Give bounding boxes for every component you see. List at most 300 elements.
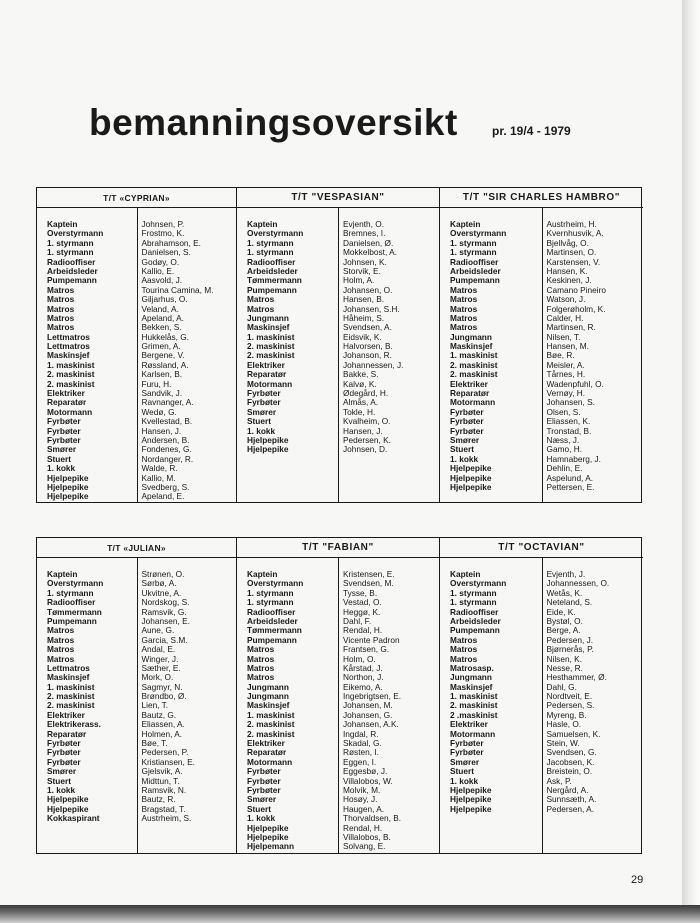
crew-role: Elektriker bbox=[47, 388, 85, 399]
name-column bbox=[542, 558, 644, 853]
role-column bbox=[37, 208, 137, 502]
crew-role: Fyrbøter bbox=[247, 766, 281, 777]
crew-role: Fyrbøter bbox=[450, 747, 484, 758]
crew-name: Sagmyr, N. bbox=[141, 681, 183, 692]
crew-name: Aasvold, J. bbox=[141, 275, 183, 286]
crew-role: 2. maskinist bbox=[47, 378, 95, 389]
crew-name: Austrheim, S. bbox=[141, 813, 192, 824]
crew-name: Karlsen, B. bbox=[141, 369, 183, 380]
crew-name: Bjørnerås, P. bbox=[546, 644, 594, 655]
crew-name: Tronstad, B. bbox=[546, 425, 592, 436]
crew-name: Johannessen, J. bbox=[343, 359, 404, 370]
crew-name: Mokkelbost, A. bbox=[343, 247, 397, 258]
crew-table-bottom bbox=[36, 537, 642, 854]
crew-role: Tømmermann bbox=[247, 625, 302, 636]
crew-name: Martinsen, O. bbox=[546, 247, 597, 258]
crew-role: Overstyrmann bbox=[47, 228, 104, 239]
crew-name: Nilsen, K. bbox=[546, 653, 583, 664]
crew-role: Arbeidsleder bbox=[450, 265, 501, 276]
crew-name: Hansen, K. bbox=[546, 265, 588, 276]
crew-role: Tømmermann bbox=[47, 606, 102, 617]
crew-role: Arbeidsleder bbox=[47, 265, 98, 276]
crew-name: Johansen, S. bbox=[546, 397, 595, 408]
crew-name: Eikemo, A. bbox=[343, 681, 383, 692]
crew-name: Furu, H. bbox=[141, 378, 172, 389]
crew-name: Eliassen, K. bbox=[546, 416, 591, 427]
crew-name: Hamnaberg, J. bbox=[546, 453, 601, 464]
crew-name: Bakke, S. bbox=[343, 369, 379, 380]
crew-role: Motormann bbox=[450, 397, 496, 408]
date-subtitle: pr. 19/4 - 1979 bbox=[492, 124, 571, 138]
crew-role: 2. maskinist bbox=[47, 691, 95, 702]
crew-role: Smører bbox=[47, 766, 77, 777]
crew-name: Storvik, E. bbox=[343, 265, 381, 276]
crew-name: Bystøl, O. bbox=[546, 615, 583, 626]
ship-block bbox=[37, 188, 237, 502]
crew-name: Ask, P. bbox=[546, 775, 572, 786]
crew-name: Kvellestad, B. bbox=[141, 416, 193, 427]
crew-role: Overstyrmann bbox=[247, 228, 304, 239]
ship-name: T/T "FABIAN" bbox=[237, 538, 439, 558]
crew-name: Ingebrigtsen, E. bbox=[343, 691, 402, 702]
crew-role: 2 .maskinist bbox=[450, 709, 498, 720]
crew-name: Pedersen, S. bbox=[546, 700, 595, 711]
ship-name: T/T "SIR CHARLES HAMBRO" bbox=[440, 188, 643, 208]
crew-role: Jungmann bbox=[247, 691, 289, 702]
crew-role: Stuert bbox=[247, 803, 271, 814]
crew-role: Fyrbøter bbox=[247, 775, 281, 786]
crew-name: Kallio, M. bbox=[141, 472, 176, 483]
crew-role: Maskinsjef bbox=[450, 341, 493, 352]
crew-role: Pumpemann bbox=[450, 625, 500, 636]
crew-role: Jungmann bbox=[247, 681, 289, 692]
crew-role: 1. styrmann bbox=[450, 587, 497, 598]
crew-role: 2. maskinist bbox=[47, 700, 95, 711]
crew-role: Reparatør bbox=[47, 397, 87, 408]
crew-role: Hjelpepike bbox=[247, 444, 289, 455]
crew-name: Andal, E. bbox=[141, 644, 176, 655]
crew-role: Reparatør bbox=[450, 388, 490, 399]
crew-role: Matrosasp. bbox=[450, 662, 494, 673]
crew-name: Bøe, R. bbox=[546, 350, 575, 361]
crew-name: Gamo, H. bbox=[546, 444, 583, 455]
crew-role: Matros bbox=[247, 303, 275, 314]
crew-role: 1. styrmann bbox=[450, 247, 497, 258]
crew-role: Hjelpepike bbox=[450, 803, 492, 814]
crew-role: Hjelpepike bbox=[450, 463, 492, 474]
role-column bbox=[440, 558, 542, 853]
crew-name: Jacobsen, K. bbox=[546, 756, 595, 767]
crew-name: Johansen, S.H. bbox=[343, 303, 400, 314]
name-column bbox=[542, 208, 644, 502]
crew-name: Ravnanger, A. bbox=[141, 397, 194, 408]
crew-name: Evjenth, J. bbox=[546, 569, 586, 579]
crew-name: Meisler, A. bbox=[546, 359, 585, 370]
crew-name: Tokle, H. bbox=[343, 406, 376, 417]
crew-role: Hjelpepike bbox=[47, 472, 89, 483]
crew-role: 1. kokk bbox=[450, 775, 479, 786]
crew-name: Tysse, B. bbox=[343, 587, 378, 598]
name-column bbox=[338, 558, 439, 853]
crew-role: Elektriker bbox=[247, 738, 285, 749]
crew-name: Apeland, E. bbox=[141, 491, 185, 502]
crew-name: Ramsvik, N. bbox=[141, 784, 187, 795]
crew-name: Hesthammer, Ø. bbox=[546, 672, 607, 683]
crew-name: Ingdal, R. bbox=[343, 728, 379, 739]
ship-name: T/T "OCTAVIAN" bbox=[440, 538, 643, 558]
crew-role: Matros bbox=[450, 322, 478, 333]
crew-role: Hjelpemann bbox=[247, 841, 295, 852]
crew-name: Vicente Padron bbox=[343, 634, 400, 645]
crew-role: Radiooffiser bbox=[47, 256, 96, 267]
page-edge-right bbox=[682, 0, 700, 923]
crew-role: Matros bbox=[47, 294, 75, 305]
crew-name: Folgerøholm, K. bbox=[546, 303, 606, 314]
crew-name: Næss, J. bbox=[546, 434, 580, 445]
crew-role: Radiooffiser bbox=[47, 597, 96, 608]
crew-role: Maskinsjef bbox=[450, 681, 493, 692]
crew-role: Fyrbøter bbox=[247, 388, 281, 399]
crew-role: Matros bbox=[47, 625, 75, 636]
crew-role: 2. maskinist bbox=[247, 728, 295, 739]
crew-name: Wedø, G. bbox=[141, 406, 177, 417]
crew-role: 1. styrmann bbox=[47, 247, 94, 258]
crew-role: Fyrbøter bbox=[47, 425, 81, 436]
crew-role: Elektriker bbox=[47, 709, 85, 720]
crew-name: Pedersen, J. bbox=[546, 634, 594, 645]
crew-name: Camano Pineiro bbox=[546, 284, 606, 295]
crew-role: Maskinsjef bbox=[247, 700, 290, 711]
crew-role: Elektriker bbox=[450, 378, 488, 389]
name-column bbox=[338, 208, 439, 502]
crew-role: Hjelpepike bbox=[47, 794, 89, 805]
crew-name: Calder, H. bbox=[546, 312, 584, 323]
crew-name: Bremnes, I. bbox=[343, 228, 386, 239]
crew-name: Svendsen, A. bbox=[343, 322, 392, 333]
crew-name: Johnsen, P. bbox=[141, 219, 185, 229]
crew-name: Johannessen, O. bbox=[546, 578, 610, 589]
crew-name: Holmen, A. bbox=[141, 728, 183, 739]
crew-name: Johansen, M. bbox=[343, 700, 393, 711]
crew-role: Lettmatros bbox=[47, 662, 90, 673]
crew-name: Dahl, G. bbox=[546, 681, 577, 692]
crew-name: Keskinen, J. bbox=[546, 275, 592, 286]
crew-name: Kvernhusvik, A. bbox=[546, 228, 604, 239]
crew-role: Reparatør bbox=[47, 728, 87, 739]
crew-name: Godøy, O. bbox=[141, 256, 180, 267]
crew-name: Austrheim, H. bbox=[546, 219, 597, 229]
crew-role: Stuert bbox=[450, 766, 474, 777]
crew-role: 1. kokk bbox=[450, 453, 479, 464]
crew-name: Kallio, E. bbox=[141, 265, 175, 276]
crew-role: Fyrbøter bbox=[247, 397, 281, 408]
crew-name: Haugen, A. bbox=[343, 803, 385, 814]
crew-role: Kaptein bbox=[247, 569, 278, 579]
crew-role: Radiooffiser bbox=[247, 606, 296, 617]
crew-name: Olsen, S. bbox=[546, 406, 581, 417]
crew-name: Pedersen, K. bbox=[343, 434, 391, 445]
crew-role: Arbeidsleder bbox=[247, 615, 298, 626]
crew-name: Walde, R. bbox=[141, 463, 178, 474]
crew-name: Solvang, E. bbox=[343, 841, 386, 852]
crew-role: Radiooffiser bbox=[247, 256, 296, 267]
crew-role: Matros bbox=[247, 294, 275, 305]
crew-role: 2. maskinist bbox=[47, 369, 95, 380]
crew-role: Pumpemann bbox=[47, 275, 97, 286]
crew-name: Hasle, O. bbox=[546, 719, 582, 730]
ship-block bbox=[440, 188, 643, 502]
crew-role: 1. maskinist bbox=[47, 681, 95, 692]
crew-name: Eidsvik, K. bbox=[343, 331, 382, 342]
crew-role: 2. maskinist bbox=[450, 369, 498, 380]
crew-role: Motormann bbox=[47, 406, 93, 417]
crew-name: Holm, O. bbox=[343, 653, 376, 664]
crew-name: Kårstad, J. bbox=[343, 662, 383, 673]
crew-role: Matros bbox=[47, 322, 75, 333]
crew-name: Ukvitne, A. bbox=[141, 587, 182, 598]
crew-role: Hjelpepike bbox=[247, 822, 289, 833]
crew-role: Fyrbøter bbox=[47, 416, 81, 427]
crew-role: Radiooffiser bbox=[450, 606, 499, 617]
crew-role: 1. styrmann bbox=[450, 237, 497, 248]
crew-name: Berge, A. bbox=[546, 625, 581, 636]
crew-role: Fyrbøter bbox=[47, 756, 81, 767]
crew-role: Matros bbox=[450, 312, 478, 323]
crew-name: Johanson, R. bbox=[343, 350, 392, 361]
crew-name: Kalvø, K. bbox=[343, 378, 377, 389]
crew-role: Smører bbox=[450, 756, 480, 767]
crew-name: Svendsen, M. bbox=[343, 578, 394, 589]
crew-role: 1. styrmann bbox=[47, 237, 94, 248]
crew-role: Pumpemann bbox=[247, 284, 297, 295]
crew-name: Aspelund, A. bbox=[546, 472, 594, 483]
crew-name: Evjenth, O. bbox=[343, 219, 385, 229]
crew-name: Strønen, O. bbox=[141, 569, 185, 579]
crew-role: Motormann bbox=[247, 756, 293, 767]
crew-name: Nordskog, S. bbox=[141, 597, 190, 608]
crew-name: Johansen, E. bbox=[141, 615, 190, 626]
crew-role: Fyrbøter bbox=[450, 406, 484, 417]
crew-name: Brøndbo, Ø. bbox=[141, 691, 187, 702]
crew-role: 1. styrmann bbox=[450, 597, 497, 608]
crew-name: Nergård, A. bbox=[546, 784, 589, 795]
crew-name: Sæther, E. bbox=[141, 662, 181, 673]
crew-role: Smører bbox=[247, 794, 277, 805]
crew-name: Nilsen, T. bbox=[546, 331, 581, 342]
crew-role: Matros bbox=[450, 634, 478, 645]
crew-name: Almås, A. bbox=[343, 397, 379, 408]
crew-role: Smører bbox=[450, 434, 480, 445]
crew-name: Danielsen, S. bbox=[141, 247, 191, 258]
crew-role: Matros bbox=[47, 634, 75, 645]
crew-role: Hjelpepike bbox=[47, 481, 89, 492]
crew-name: Lien, T. bbox=[141, 700, 169, 711]
crew-role: Matros bbox=[47, 303, 75, 314]
crew-role: 2. maskinist bbox=[247, 350, 295, 361]
crew-name: Johansen, O. bbox=[343, 284, 393, 295]
crew-role: Matros bbox=[47, 653, 75, 664]
crew-role: Overstyrmann bbox=[247, 578, 304, 589]
crew-name: Sørbø, A. bbox=[141, 578, 177, 589]
crew-role: Jungmann bbox=[450, 672, 492, 683]
crew-role: Hjelpepike bbox=[450, 794, 492, 805]
crew-role: Jungmann bbox=[247, 312, 289, 323]
crew-role: Hjelpepike bbox=[450, 784, 492, 795]
crew-name: Svendsen, G. bbox=[546, 747, 597, 758]
crew-role: Smører bbox=[47, 444, 77, 455]
crew-role: Stuert bbox=[247, 416, 271, 427]
crew-role: 1. kokk bbox=[47, 463, 76, 474]
crew-name: Danielsen, Ø. bbox=[343, 237, 394, 248]
crew-role: Matros bbox=[247, 644, 275, 655]
crew-role: Matros bbox=[47, 284, 75, 295]
crew-role: 1. kokk bbox=[47, 784, 76, 795]
crew-name: Frostmo, K. bbox=[141, 228, 185, 239]
crew-role: Overstyrmann bbox=[47, 578, 104, 589]
crew-role: Matros bbox=[47, 644, 75, 655]
crew-role: 1. kokk bbox=[247, 425, 276, 436]
crew-role: Kokkaspirant bbox=[47, 813, 100, 824]
crew-role: 1. styrmann bbox=[247, 247, 294, 258]
crew-role: Pumpemann bbox=[450, 275, 500, 286]
crew-name: Karstensen, V. bbox=[546, 256, 601, 267]
crew-name: Thorvaldsen, B. bbox=[343, 813, 402, 824]
crew-name: Mork, O. bbox=[141, 672, 174, 683]
crew-name: Pedersen, P. bbox=[141, 747, 189, 758]
crew-name: Molvik, M. bbox=[343, 784, 381, 795]
role-column bbox=[37, 558, 137, 853]
crew-name: Holm, A. bbox=[343, 275, 375, 286]
crew-role: Hjelpepike bbox=[450, 472, 492, 483]
crew-name: Hansen, M. bbox=[546, 341, 589, 352]
crew-role: 2. maskinist bbox=[450, 700, 498, 711]
crew-name: Villalobos, W. bbox=[343, 775, 393, 786]
crew-name: Eide, K. bbox=[546, 606, 576, 617]
crew-name: Midttun, T. bbox=[141, 775, 180, 786]
name-column bbox=[137, 208, 237, 502]
crew-name: Johnsen, D. bbox=[343, 444, 388, 455]
ship-name: T/T «CYPRIAN» bbox=[37, 188, 236, 208]
crew-role: 1. styrmann bbox=[247, 587, 294, 598]
crew-role: Fyrbøter bbox=[450, 738, 484, 749]
crew-name: Eggen, I. bbox=[343, 756, 377, 767]
crew-name: Dahl, F. bbox=[343, 615, 372, 626]
crew-role: Fyrbøter bbox=[450, 425, 484, 436]
crew-name: Hansen, J. bbox=[141, 425, 182, 436]
crew-name: Tourina Camina, M. bbox=[141, 284, 214, 295]
role-column bbox=[237, 208, 338, 502]
crew-name: Eliassen, A. bbox=[141, 719, 185, 730]
crew-role: Fyrbøter bbox=[47, 434, 81, 445]
crew-name: Bautz, G. bbox=[141, 709, 177, 720]
crew-role: Smører bbox=[247, 406, 277, 417]
page-edge-bottom bbox=[0, 905, 700, 923]
crew-role: Stuert bbox=[47, 453, 71, 464]
crew-name: Svedberg, S. bbox=[141, 481, 190, 492]
crew-name: Garcia, S.M. bbox=[141, 634, 188, 645]
crew-name: Abrahamson, E. bbox=[141, 237, 201, 248]
crew-name: Ødegård, H. bbox=[343, 388, 389, 399]
crew-name: Samuelsen, K. bbox=[546, 728, 601, 739]
crew-role: 1. kokk bbox=[247, 813, 276, 824]
page-number: 29 bbox=[631, 874, 644, 886]
name-column bbox=[137, 558, 237, 853]
crew-role: Fyrbøter bbox=[47, 738, 81, 749]
ship-block bbox=[440, 538, 643, 853]
crew-role: Maskinsjef bbox=[247, 322, 290, 333]
crew-role: Reparatør bbox=[247, 747, 287, 758]
crew-name: Bragstad, T. bbox=[141, 803, 186, 814]
crew-role: Overstyrmann bbox=[450, 578, 507, 589]
crew-role: Kaptein bbox=[47, 569, 78, 579]
crew-name: Martinsen, R. bbox=[546, 322, 596, 333]
crew-role: 1. styrmann bbox=[247, 237, 294, 248]
crew-name: Hosøy, J. bbox=[343, 794, 378, 805]
crew-role: Elektriker bbox=[247, 359, 285, 370]
crew-role: Kaptein bbox=[450, 219, 481, 229]
crew-role: 2. maskinist bbox=[247, 341, 295, 352]
crew-name: Vernøy, H. bbox=[546, 388, 586, 399]
crew-role: Hjelpepike bbox=[47, 491, 89, 502]
role-column bbox=[237, 558, 338, 853]
crew-name: Kristensen, E. bbox=[343, 569, 395, 579]
crew-role: Overstyrmann bbox=[450, 228, 507, 239]
crew-role: 1. maskinist bbox=[450, 350, 498, 361]
crew-name: Dehlin, E. bbox=[546, 463, 583, 474]
crew-name: Neteland, S. bbox=[546, 597, 593, 608]
crew-name: Ramsvik, G. bbox=[141, 606, 187, 617]
crew-name: Bautz, R. bbox=[141, 794, 176, 805]
crew-role: Maskinsjef bbox=[47, 350, 90, 361]
crew-role: Fyrbøter bbox=[47, 747, 81, 758]
ship-block bbox=[37, 538, 237, 853]
crew-role: 1. maskinist bbox=[247, 331, 295, 342]
crew-role: Elektriker bbox=[450, 719, 488, 730]
crew-role: Motormann bbox=[450, 728, 496, 739]
crew-table-top bbox=[36, 187, 642, 503]
crew-name: Nordtveit, E. bbox=[546, 691, 593, 702]
crew-name: Gjelsvik, A. bbox=[141, 766, 183, 777]
crew-name: Røssland, A. bbox=[141, 359, 189, 370]
crew-role: Kaptein bbox=[450, 569, 481, 579]
crew-role: Matros bbox=[47, 312, 75, 323]
crew-name: Andersen, B. bbox=[141, 434, 190, 445]
crew-name: Kristiansen, E. bbox=[141, 756, 195, 767]
crew-role: Matros bbox=[450, 294, 478, 305]
crew-role: Elektrikerass. bbox=[47, 719, 101, 730]
crew-role: 1. styrmann bbox=[47, 587, 94, 598]
crew-role: Fyrbøter bbox=[247, 784, 281, 795]
crew-name: Bekken, S. bbox=[141, 322, 182, 333]
crew-name: Rendal, H. bbox=[343, 625, 383, 636]
crew-name: Nordanger, R. bbox=[141, 453, 194, 464]
crew-role: Matros bbox=[247, 662, 275, 673]
crew-role: Lettmatros bbox=[47, 331, 90, 342]
crew-name: Veland, A. bbox=[141, 303, 179, 314]
crew-role: Kaptein bbox=[47, 219, 78, 229]
crew-name: Nesse, R. bbox=[546, 662, 583, 673]
crew-name: Watson, J. bbox=[546, 294, 586, 305]
crew-name: Sunnsæth, A. bbox=[546, 794, 597, 805]
crew-role: Hjelpepike bbox=[450, 481, 492, 492]
crew-name: Wadenpfuhl, O. bbox=[546, 378, 604, 389]
crew-role: Hjelpepike bbox=[247, 831, 289, 842]
crew-name: Myreng, B. bbox=[546, 709, 587, 720]
crew-role: Kaptein bbox=[247, 219, 278, 229]
crew-role: Fyrbøter bbox=[450, 416, 484, 427]
role-column bbox=[440, 208, 542, 502]
crew-name: Eggesbø, J. bbox=[343, 766, 388, 777]
